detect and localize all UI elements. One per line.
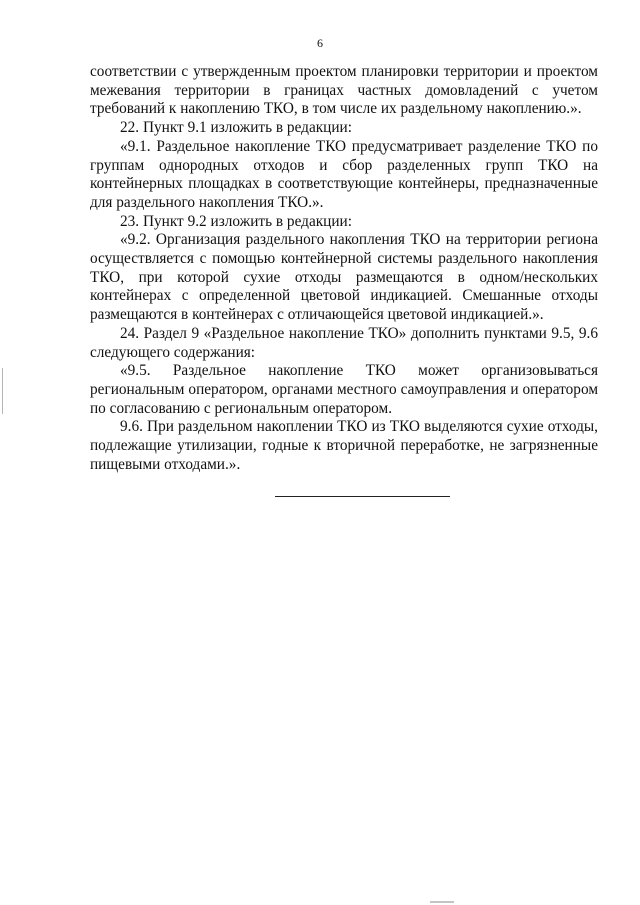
paragraph-item-23: 23. Пункт 9.2 изложить в редакции: <box>120 212 352 230</box>
paragraph-continuation: соответствии с утвержденным проектом планировки территории и проектом межевания территории в границах частных домовладений с учетом требований к накоплению ТКО, в том числе их раздельному накоплению.». <box>90 63 598 118</box>
scan-artifact-mark <box>430 901 454 903</box>
end-of-text-rule <box>275 496 450 497</box>
paragraph-clause-9-5: «9.5. Раздельное накопление ТКО может организовываться региональным оператором, органами местного самоуправления и оператором по согласованию с региональным оператором. <box>90 362 598 417</box>
paragraph-item-24: 24. Раздел 9 «Раздельное накопление ТКО» дополнить пунктами 9.5, 9.6 следующего содержания: <box>90 324 598 361</box>
paragraph-clause-9-6: 9.6. При раздельном накоплении ТКО из ТКО выделяются сухие отходы, подлежащие утилизации, годные к вторичной переработке, не загрязненные пищевыми отходами.». <box>90 418 598 473</box>
paragraph-item-22: 22. Пункт 9.1 изложить в редакции: <box>120 119 352 137</box>
page-number: 6 <box>317 36 323 50</box>
scan-edge-mark <box>2 368 3 414</box>
paragraph-clause-9-1: «9.1. Раздельное накопление ТКО предусматривает разделение ТКО по группам однородных отходов и сбор разделенных групп ТКО на контейнерных площадках в соответствующие контейнеры, предназначенные для раздельного накопления ТКО.». <box>90 137 598 211</box>
document-body <box>90 63 598 474</box>
paragraph-clause-9-2: «9.2. Организация раздельного накопления ТКО на территории региона осуществляется с помощью контейнерной системы раздельного накопления ТКО, при которой сухие отходы размещаются в одном/нескольких контейнерах с определенной цветовой индикацией. Смешанные отходы размещаются в контейнерах с отличающейся цветовой индикацией.». <box>90 231 598 324</box>
